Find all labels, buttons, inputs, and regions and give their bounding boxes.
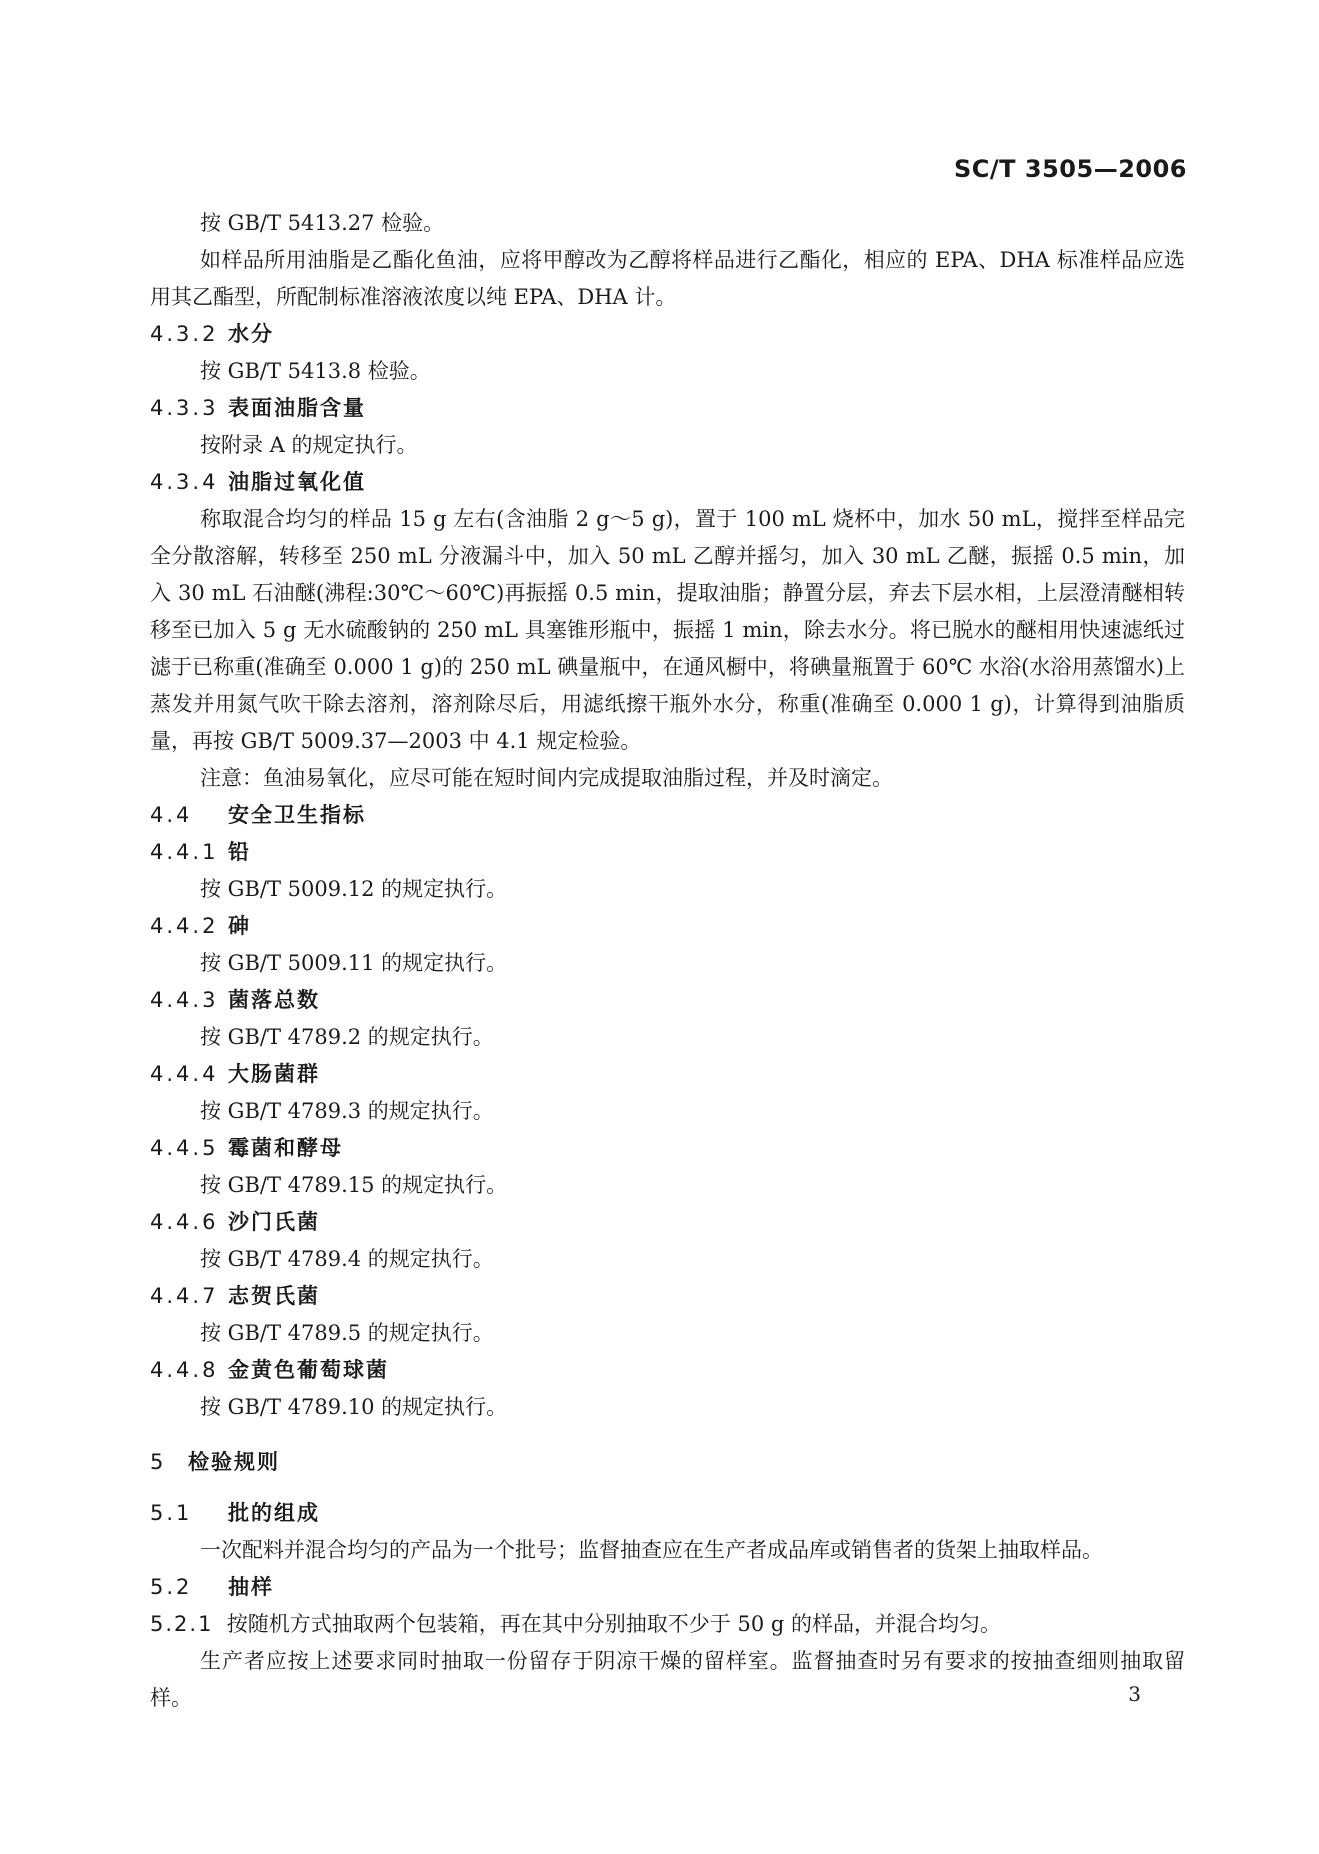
section-title: 沙门氏菌: [228, 1210, 320, 1234]
paragraph: 按 GB/T 4789.2 的规定执行。: [200, 1025, 494, 1049]
section-title: 安全卫生指标: [228, 803, 366, 827]
section-title: 铅: [228, 840, 251, 864]
paragraph: 按 GB/T 5413.27 检验。: [200, 211, 445, 235]
paragraph: 按 GB/T 4789.4 的规定执行。: [200, 1247, 494, 1271]
section-heading-4-4-8: [150, 1352, 1185, 1389]
section-number: 4.3.2: [150, 322, 219, 346]
paragraph: 按 GB/T 5009.11 的规定执行。: [200, 951, 508, 975]
section-title: 油脂过氧化值: [228, 470, 366, 494]
note: 注意：鱼油易氧化，应尽可能在短时间内完成提取油脂过程，并及时滴定。: [200, 766, 893, 790]
section-heading-4-3-4: [150, 464, 1185, 501]
section-title: 志贺氏菌: [228, 1284, 320, 1308]
section-heading-5-1: [150, 1495, 1185, 1532]
section-heading-5-2: [150, 1569, 1185, 1606]
section-heading-4-4-7: [150, 1278, 1185, 1315]
clause-text: 按随机方式抽取两个包装箱，再在其中分别抽取不少于 50 g 的样品，并混合均匀。: [226, 1612, 1001, 1636]
section-heading-4-4-4: [150, 1056, 1185, 1093]
paragraph: 按 GB/T 4789.5 的规定执行。: [200, 1321, 494, 1345]
document-code: SC/T 3505—2006: [954, 155, 1187, 183]
section-title: 菌落总数: [228, 988, 320, 1012]
section-heading-4-4-2: [150, 908, 1185, 945]
section-number: 4.4.5: [150, 1136, 219, 1160]
section-title: 表面油脂含量: [228, 396, 366, 420]
paragraph: 按 GB/T 5009.12 的规定执行。: [200, 877, 508, 901]
section-number: 4.4.4: [150, 1062, 219, 1086]
section-number: 4.4.1: [150, 840, 219, 864]
section-title: 霉菌和酵母: [228, 1136, 343, 1160]
section-heading-4-4: [150, 797, 1185, 834]
section-number: 4.4.2: [150, 914, 219, 938]
paragraph: 一次配料并混合均匀的产品为一个批号；监督抽查应在生产者成品库或销售者的货架上抽取样品。: [200, 1538, 1103, 1562]
section-number: 4.3.3: [150, 396, 219, 420]
paragraph: 按 GB/T 4789.3 的规定执行。: [200, 1099, 494, 1123]
clause-number: 5.2.1: [150, 1612, 214, 1636]
section-number: 4.4.6: [150, 1210, 219, 1234]
section-title: 批的组成: [228, 1501, 320, 1525]
section-heading-4-4-5: [150, 1130, 1185, 1167]
paragraph: 按 GB/T 4789.10 的规定执行。: [200, 1395, 508, 1419]
clause-5-2-1: [150, 1606, 1185, 1643]
section-number: 4.4.7: [150, 1284, 219, 1308]
section-title: 砷: [228, 914, 251, 938]
page-number: 3: [1128, 1682, 1141, 1706]
section-heading-4-4-6: [150, 1204, 1185, 1241]
section-heading-4-4-3: [150, 982, 1185, 1019]
section-number: 5.1: [150, 1501, 193, 1525]
section-heading-4-3-3: [150, 390, 1185, 427]
paragraph: 如样品所用油脂是乙酯化鱼油，应将甲醇改为乙醇将样品进行乙酯化，相应的 EPA、DHA 标准样品应选用其乙酯型，所配制标准溶液浓度以纯 EPA、DHA 计。: [150, 248, 1185, 309]
chapter-heading-5: [150, 1444, 1185, 1481]
document-body: [150, 205, 1185, 1717]
section-heading-4-4-1: [150, 834, 1185, 871]
section-title: 大肠菌群: [228, 1062, 320, 1086]
section-number: 4.4.3: [150, 988, 219, 1012]
section-title: 水分: [228, 322, 274, 346]
section-number: 5.2: [150, 1575, 193, 1599]
section-title: 抽样: [228, 1575, 274, 1599]
paragraph: 称取混合均匀的样品 15 g 左右(含油脂 2 g～5 g)，置于 100 mL 烧杯中，加水 50 mL，搅拌至样品完全分散溶解，转移至 250 mL 分液漏斗中，加入 50 mL 乙醇并摇匀，加入 30 mL 乙醚，振摇 0.5 min，加入 30 mL 石油醚(沸程:30℃～60℃)再振摇 0.5 min，提取油脂；静置分层，弃去下层水相，上层澄清醚相转移至已加入 5 g 无水硫酸钠的 250 mL 具塞锥形瓶中，振摇 1 min，除去水分。将已脱水的醚相用快速滤纸过滤于已称重(准确至 0.000 1 g)的 250 mL 碘量瓶中，在通风橱中，将碘量瓶置于 60℃ 水浴(水浴用蒸馏水)上蒸发并用氮气吹干除去溶剂，溶剂除尽后，用滤纸擦干瓶外水分，称重(准确至 0.000 1 g)，计算得到油脂质量，再按 GB/T 5009.37—2003 中 4.1 规定检验。: [150, 507, 1185, 753]
paragraph: 生产者应按上述要求同时抽取一份留存于阴凉干燥的留样室。监督抽查时另有要求的按抽查细则抽取留样。: [150, 1649, 1185, 1710]
section-heading-4-3-2: [150, 316, 1185, 353]
section-title: 金黄色葡萄球菌: [228, 1358, 389, 1382]
section-number: 4.4.8: [150, 1358, 219, 1382]
section-number: 4.4: [150, 803, 193, 827]
paragraph: 按 GB/T 5413.8 检验。: [200, 359, 431, 383]
section-number: 5: [150, 1450, 167, 1474]
paragraph: 按附录 A 的规定执行。: [200, 433, 418, 457]
paragraph: 按 GB/T 4789.15 的规定执行。: [200, 1173, 508, 1197]
section-number: 4.3.4: [150, 470, 219, 494]
section-title: 检验规则: [188, 1450, 280, 1474]
